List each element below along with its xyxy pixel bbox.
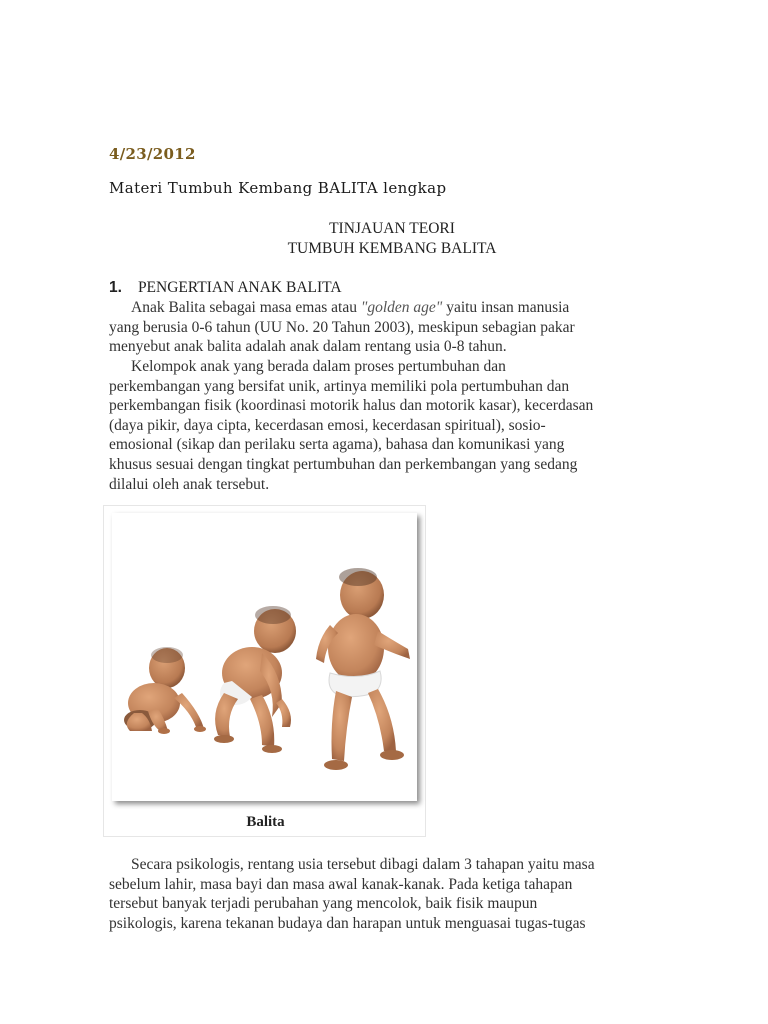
three-babies-image: [112, 513, 417, 801]
paragraph-line: psikologis, karena tekanan budaya dan harapan untuk menguasai tugas-tugas: [109, 914, 586, 932]
paragraph-line: Secara psikologis, rentang usia tersebut dibagi dalam 3 tahapan yaitu masa: [131, 856, 595, 873]
paragraph-line: [109, 298, 675, 318]
paragraph-line: sebelum lahir, masa bayi dan masa awal kanak-kanak. Pada ketiga tahapan: [109, 875, 573, 893]
paragraph-line: perkembangan yang bersifat unik, artinya memiliki pola pertumbuhan dan: [109, 377, 570, 395]
paragraph-line: menyebut anak balita adalah anak dalam rentang usia 0-8 tahun.: [109, 338, 507, 356]
heading-tumbuh-kembang: TUMBUH KEMBANG BALITA: [287, 240, 497, 257]
paragraph-characteristics: [109, 357, 675, 494]
figure-balita: [103, 505, 426, 837]
text-run: Anak Balita sebagai masa emas atau: [131, 299, 361, 316]
section-heading: [109, 279, 342, 297]
paragraph-line: tersebut banyak terjadi perubahan yang mencolok, baik fisik maupun: [109, 895, 538, 913]
section-number: 1.: [109, 279, 122, 296]
text-run: yaitu insan manusia: [442, 299, 570, 316]
section-title: PENGERTIAN ANAK BALITA: [137, 279, 342, 296]
baby-walking: [316, 568, 410, 770]
paragraph-line: khusus sesuai dengan tingkat pertumbuhan dan perkembangan yang sedang: [109, 455, 578, 473]
figure-caption: Balita: [246, 814, 285, 830]
baby-crawling: [124, 647, 206, 734]
post-date: 4/23/2012: [109, 145, 196, 163]
paragraph-line: perkembangan fisik (koordinasi motorik halus dan motorik kasar), kecerdasan: [109, 397, 594, 415]
paragraph-line: Kelompok anak yang berada dalam proses pertumbuhan dan: [131, 358, 506, 375]
paragraph-psychology: [109, 855, 675, 933]
post-title[interactable]: Materi Tumbuh Kembang BALITA lengkap: [109, 179, 447, 197]
golden-age-emphasis: "golden age": [360, 299, 443, 316]
paragraph-line: emosional (sikap dan perilaku serta agama), bahasa dan komunikasi yang: [109, 436, 565, 454]
babies-photo[interactable]: [112, 513, 417, 801]
paragraph-line: yang berusia 0-6 tahun (UU No. 20 Tahun 2003), meskipun sebagian pakar: [109, 318, 575, 336]
paragraph-line: dilalui oleh anak tersebut.: [109, 475, 270, 493]
heading-tinjauan-teori: TINJAUAN TEORI: [329, 220, 455, 237]
paragraph-line: (daya pikir, daya cipta, kecerdasan emosi, kecerdasan spiritual), sosio-: [109, 416, 546, 434]
paragraph-definition: [109, 298, 675, 357]
baby-standing-up: [214, 606, 296, 753]
